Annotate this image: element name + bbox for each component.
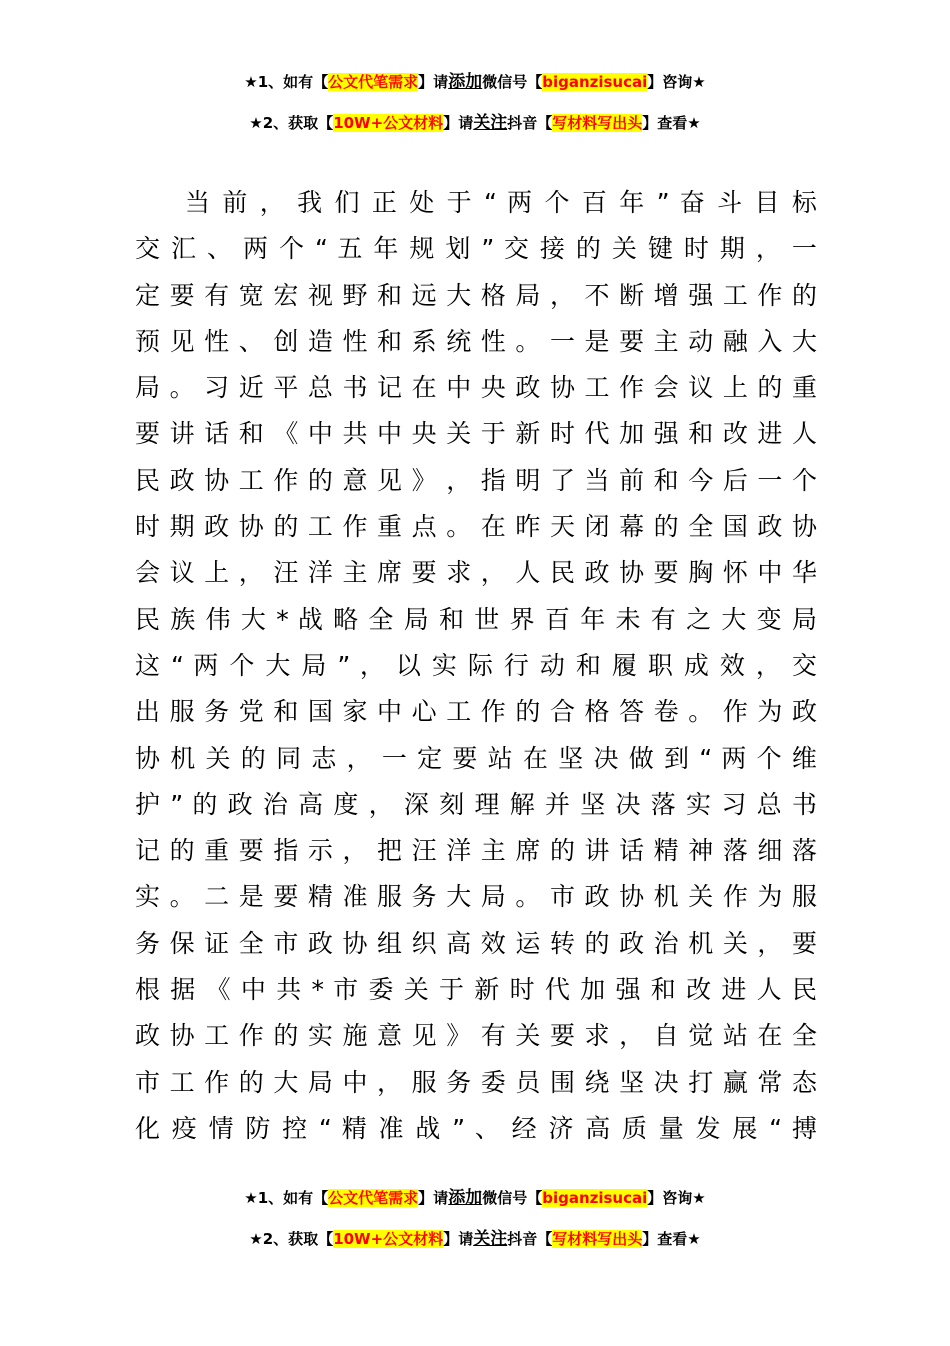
- promo-banner-bottom-line-2: [0, 1229, 950, 1249]
- banner-emphasis: 添加: [448, 1188, 483, 1208]
- body-line: 预 见 性 、 创 造 性 和 系 统 性 。 一 是 要 主 动 融 入 大: [135, 326, 817, 356]
- body-line: 务 保 证 全 市 政 协 组 织 高 效 运 转 的 政 治 机 关 ， 要: [135, 928, 817, 958]
- body-line: 化 疫 情 防 控 “ 精 准 战 ” 、 经 济 高 质 量 发 展 “ 搏: [135, 1113, 817, 1143]
- banner-highlight-douyin-id: 写材料写出头: [552, 114, 643, 132]
- body-line: 当 前 ， 我 们 正 处 于 “ 两 个 百 年 ” 奋 斗 目 标: [185, 188, 817, 217]
- body-line: 会 议 上 ， 汪 洋 主 席 要 求 ， 人 民 政 协 要 胸 怀 中 华: [135, 558, 817, 588]
- banner-suffix: 】咨询★: [647, 1189, 706, 1207]
- body-line: 时 期 政 协 的 工 作 重 点 。 在 昨 天 闭 幕 的 全 国 政 协: [135, 512, 817, 542]
- banner-mid: 】请: [443, 114, 474, 132]
- banner-highlight-service: 公文代笔需求: [328, 73, 419, 91]
- body-line: 这 “ 两 个 大 局 ” ， 以 实 际 行 动 和 履 职 成 效 ， 交: [135, 650, 817, 680]
- banner-mid: 微信号【: [482, 1189, 543, 1207]
- body-line: 实 。 二 是 要 精 准 服 务 大 局 。 市 政 协 机 关 作 为 服: [135, 882, 817, 912]
- banner-mid: 抖音【: [507, 1230, 553, 1248]
- body-line: 民 政 协 工 作 的 意 见 》 ， 指 明 了 当 前 和 今 后 一 个: [135, 465, 817, 495]
- banner-suffix: 】咨询★: [647, 73, 706, 91]
- banner-emphasis: 添加: [448, 72, 483, 92]
- banner-suffix: 】查看★: [642, 114, 701, 132]
- body-line: 局 。 习 近 平 总 书 记 在 中 央 政 协 工 作 会 议 上 的 重: [135, 373, 817, 403]
- body-line: 护 ” 的 政 治 高 度 ， 深 刻 理 解 并 坚 决 落 实 习 总 书: [135, 789, 817, 819]
- banner-suffix: 】查看★: [642, 1230, 701, 1248]
- banner-prefix: ★1、如有【: [244, 73, 329, 91]
- body-line: 政 协 工 作 的 实 施 意 见 》 有 关 要 求 ， 自 觉 站 在 全: [135, 1021, 817, 1051]
- body-line: 记 的 重 要 指 示 ， 把 汪 洋 主 席 的 讲 话 精 神 落 细 落: [135, 836, 817, 866]
- body-line: 要 讲 话 和 《 中 共 中 央 关 于 新 时 代 加 强 和 改 进 人: [135, 419, 817, 449]
- banner-emphasis: 关注: [473, 1229, 508, 1249]
- promo-banner-top-line-1: [0, 72, 950, 92]
- banner-highlight-materials: 10W+公文材料: [333, 114, 444, 132]
- banner-mid: 抖音【: [507, 114, 553, 132]
- banner-prefix: ★2、获取【: [249, 114, 334, 132]
- banner-highlight-service: 公文代笔需求: [328, 1189, 419, 1207]
- banner-highlight-douyin-id: 写材料写出头: [552, 1230, 643, 1248]
- body-line: 民 族 伟 大 * 战 略 全 局 和 世 界 百 年 未 有 之 大 变 局: [135, 604, 817, 634]
- banner-highlight-wechat-id: biganzisucai: [542, 73, 648, 91]
- body-line: 市 工 作 的 大 局 中 ， 服 务 委 员 围 绕 坚 决 打 赢 常 态: [135, 1067, 817, 1097]
- promo-banner-bottom-line-1: [0, 1188, 950, 1208]
- body-line: 出 服 务 党 和 国 家 中 心 工 作 的 合 格 答 卷 。 作 为 政: [135, 697, 817, 727]
- body-line: 定 要 有 宽 宏 视 野 和 远 大 格 局 ， 不 断 增 强 工 作 的: [135, 280, 817, 310]
- body-line: 根 据 《 中 共 * 市 委 关 于 新 时 代 加 强 和 改 进 人 民: [135, 975, 817, 1005]
- banner-mid: 微信号【: [482, 73, 543, 91]
- banner-highlight-materials: 10W+公文材料: [333, 1230, 444, 1248]
- body-line: 协 机 关 的 同 志 ， 一 定 要 站 在 坚 决 做 到 “ 两 个 维: [135, 743, 817, 773]
- body-line: 交 汇 、 两 个 “ 五 年 规 划 ” 交 接 的 关 键 时 期 ， 一: [135, 234, 817, 264]
- banner-prefix: ★1、如有【: [244, 1189, 329, 1207]
- banner-mid: 】请: [418, 1189, 449, 1207]
- banner-emphasis: 关注: [473, 113, 508, 133]
- document-body: [135, 180, 817, 1152]
- banner-mid: 】请: [418, 73, 449, 91]
- banner-mid: 】请: [443, 1230, 474, 1248]
- promo-banner-top-line-2: [0, 113, 950, 133]
- banner-prefix: ★2、获取【: [249, 1230, 334, 1248]
- banner-highlight-wechat-id: biganzisucai: [542, 1189, 648, 1207]
